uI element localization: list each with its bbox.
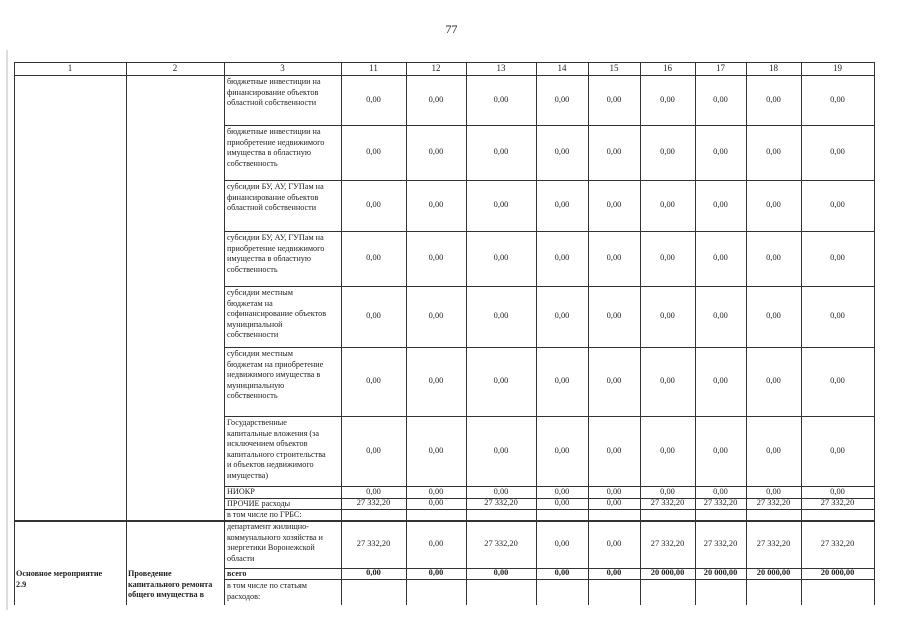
table-rule <box>341 62 342 605</box>
row-value: 0,00 <box>713 94 728 104</box>
row-value: 0,00 <box>713 486 728 496</box>
row-value: 0,00 <box>554 538 570 548</box>
column-header: 13 <box>496 63 506 73</box>
row-value: 20 000,00 <box>703 568 738 577</box>
row-value: 0,00 <box>713 376 728 385</box>
row-value: 27 332,20 <box>356 538 391 548</box>
row-value: 0,00 <box>766 311 781 320</box>
row-label: в том числе по ГРБС: <box>227 509 302 519</box>
row-value: 0,00 <box>493 376 509 385</box>
column-header: 12 <box>431 63 441 73</box>
row-value: 20 000,00 <box>756 568 791 577</box>
column-header: 17 <box>716 63 725 73</box>
row-label: ПРОЧИЕ расходы <box>227 498 291 508</box>
row-value: 27 332,20 <box>703 538 738 548</box>
row-value: 0,00 <box>660 253 675 262</box>
row-label: бюджетные инвестиции на финансирование объектов областной собственности <box>227 77 321 108</box>
row-value: 0,00 <box>428 538 444 548</box>
row-value: 0,00 <box>428 486 444 496</box>
row-value: 0,00 <box>366 147 381 156</box>
row-value: 0,00 <box>606 538 622 548</box>
table-rule <box>126 62 127 605</box>
row-value: 27 332,20 <box>356 498 391 507</box>
column-header: 11 <box>369 63 378 73</box>
row-value: 0,00 <box>830 486 845 496</box>
row-value: 27 332,20 <box>703 498 738 507</box>
row-value: 0,00 <box>660 376 675 385</box>
row-value: 0,00 <box>366 486 381 496</box>
row-value: 0,00 <box>606 94 622 104</box>
row-value: 0,00 <box>660 311 675 320</box>
row-value: 20 000,00 <box>820 568 855 577</box>
row-value: 0,00 <box>428 498 444 507</box>
row-value: 0,00 <box>428 147 444 156</box>
column-header: 19 <box>833 63 842 73</box>
table-rule <box>224 286 874 287</box>
table-rule <box>14 62 15 605</box>
table-rule <box>588 62 589 605</box>
row-value: 0,00 <box>606 376 622 385</box>
row-value: 0,00 <box>766 253 781 262</box>
row-value: 27 332,20 <box>484 538 518 548</box>
row-value: 0,00 <box>554 94 570 104</box>
row-value: 0,00 <box>830 200 845 209</box>
row-value: 0,00 <box>766 200 781 209</box>
row-value: 0,00 <box>366 311 381 320</box>
row-value: 27 332,20 <box>756 538 791 548</box>
row-value: 0,00 <box>366 200 381 209</box>
row-value: 0,00 <box>493 94 509 104</box>
row-value: 0,00 <box>554 376 570 385</box>
row-value: 27 332,20 <box>650 538 685 548</box>
column-header: 1 <box>67 63 73 73</box>
table-rule <box>536 62 537 605</box>
row-value: 0,00 <box>366 568 381 577</box>
table-rule <box>695 62 696 605</box>
row-value: 0,00 <box>366 94 381 104</box>
scan-edge <box>6 50 8 610</box>
row-label: субсидии БУ, АУ, ГУПам на приобретение недвижимого имущества в областную собственность <box>227 233 325 274</box>
column-header: 16 <box>663 63 672 73</box>
row-value: 0,00 <box>554 498 570 507</box>
row-value: 0,00 <box>606 486 622 496</box>
table-rule <box>466 62 467 605</box>
column-header: 14 <box>557 63 567 73</box>
row-value: 0,00 <box>766 376 781 385</box>
row-value: 0,00 <box>428 94 444 104</box>
row-value: 0,00 <box>830 311 845 320</box>
row-value: 0,00 <box>428 445 444 455</box>
table-rule <box>801 62 802 605</box>
row-label: субсидии БУ, АУ, ГУПам на финансирование объектов областной собственности <box>227 182 324 213</box>
row-value: 0,00 <box>493 445 509 455</box>
row-label: департамент жилищно- коммунального хозяйства и энергетики Воронежской области <box>227 522 323 563</box>
row-value: 0,00 <box>766 445 781 455</box>
row-value: 0,00 <box>366 376 381 385</box>
row-value: 27 332,20 <box>650 498 685 507</box>
table-rule <box>224 231 874 232</box>
row-label: НИОКР <box>227 486 255 496</box>
row-value: 0,00 <box>713 147 728 156</box>
table-rule <box>640 62 641 605</box>
row-value: 0,00 <box>713 200 728 209</box>
row-value: 0,00 <box>830 94 845 104</box>
row-value: 0,00 <box>366 253 381 262</box>
row-value: 0,00 <box>554 568 570 577</box>
row-value: 0,00 <box>493 486 509 496</box>
row-value: 0,00 <box>606 568 622 577</box>
row-value: 0,00 <box>606 498 622 507</box>
row-label: в том числе по статьям расходов: <box>227 581 307 601</box>
row-value: 0,00 <box>554 253 570 262</box>
table-rule <box>224 416 874 417</box>
row-value: 0,00 <box>830 253 845 262</box>
row-value: 0,00 <box>766 94 781 104</box>
row-value: 0,00 <box>830 445 845 455</box>
row-label: бюджетные инвестиции на приобретение недвижимого имущества в областную собственность <box>227 127 325 168</box>
row-value: 0,00 <box>554 486 570 496</box>
row-value: 0,00 <box>493 200 509 209</box>
row-value: 0,00 <box>554 147 570 156</box>
row-value: 0,00 <box>660 445 675 455</box>
row-value: 0,00 <box>660 200 675 209</box>
column-header: 2 <box>172 63 178 73</box>
row-value: 0,00 <box>766 486 781 496</box>
row-value: 0,00 <box>493 253 509 262</box>
event-title: Проведение капитального ремонта общего имущества в <box>128 569 213 600</box>
row-label: всего <box>227 568 247 578</box>
row-value: 0,00 <box>660 486 675 496</box>
row-value: 0,00 <box>660 94 675 104</box>
row-label: Государственные капитальные вложения (за исключением объектов капитального строительства и объектов недвижимого имущества) <box>227 418 326 480</box>
row-value: 0,00 <box>493 147 509 156</box>
column-header: 15 <box>609 63 619 73</box>
row-value: 20 000,00 <box>650 568 685 577</box>
row-value: 27 332,20 <box>820 498 855 507</box>
table-rule <box>14 520 874 522</box>
row-value: 0,00 <box>766 147 781 156</box>
row-value: 0,00 <box>606 253 622 262</box>
row-value: 0,00 <box>830 147 845 156</box>
event-number: Основное мероприятие 2.9 <box>16 569 103 589</box>
table-rule <box>746 62 747 605</box>
row-value: 0,00 <box>554 200 570 209</box>
row-label: субсидии местным бюджетам на софинансирование объектов муниципальной собственности <box>227 288 327 340</box>
table-rule <box>224 125 874 126</box>
row-value: 0,00 <box>713 253 728 262</box>
row-value: 27 332,20 <box>820 538 855 548</box>
row-value: 0,00 <box>428 376 444 385</box>
table-rule <box>14 75 874 76</box>
row-value: 0,00 <box>606 147 622 156</box>
column-header: 18 <box>769 63 778 73</box>
row-value: 0,00 <box>554 445 570 455</box>
row-value: 0,00 <box>606 445 622 455</box>
row-value: 0,00 <box>830 376 845 385</box>
row-value: 0,00 <box>493 568 509 577</box>
row-value: 27 332,20 <box>484 498 518 507</box>
row-value: 0,00 <box>428 568 444 577</box>
table-rule <box>224 62 225 605</box>
row-value: 0,00 <box>428 311 444 320</box>
row-value: 0,00 <box>428 200 444 209</box>
row-value: 0,00 <box>554 311 570 320</box>
row-value: 0,00 <box>606 200 622 209</box>
column-header: 3 <box>280 63 285 73</box>
row-value: 27 332,20 <box>756 498 791 507</box>
page-number: 77 <box>445 22 458 36</box>
table-rule <box>874 62 875 605</box>
row-value: 0,00 <box>606 311 622 320</box>
row-value: 0,00 <box>493 311 509 320</box>
row-value: 0,00 <box>660 147 675 156</box>
table-rule <box>224 347 874 348</box>
row-value: 0,00 <box>366 445 381 455</box>
table-rule <box>224 180 874 181</box>
row-label: субсидии местным бюджетам на приобретение недвижимого имущества в муниципальную собственность <box>227 349 324 401</box>
table-rule <box>406 62 407 605</box>
row-value: 0,00 <box>713 311 728 320</box>
row-value: 0,00 <box>428 253 444 262</box>
row-value: 0,00 <box>713 445 728 455</box>
table-rule <box>224 579 874 580</box>
